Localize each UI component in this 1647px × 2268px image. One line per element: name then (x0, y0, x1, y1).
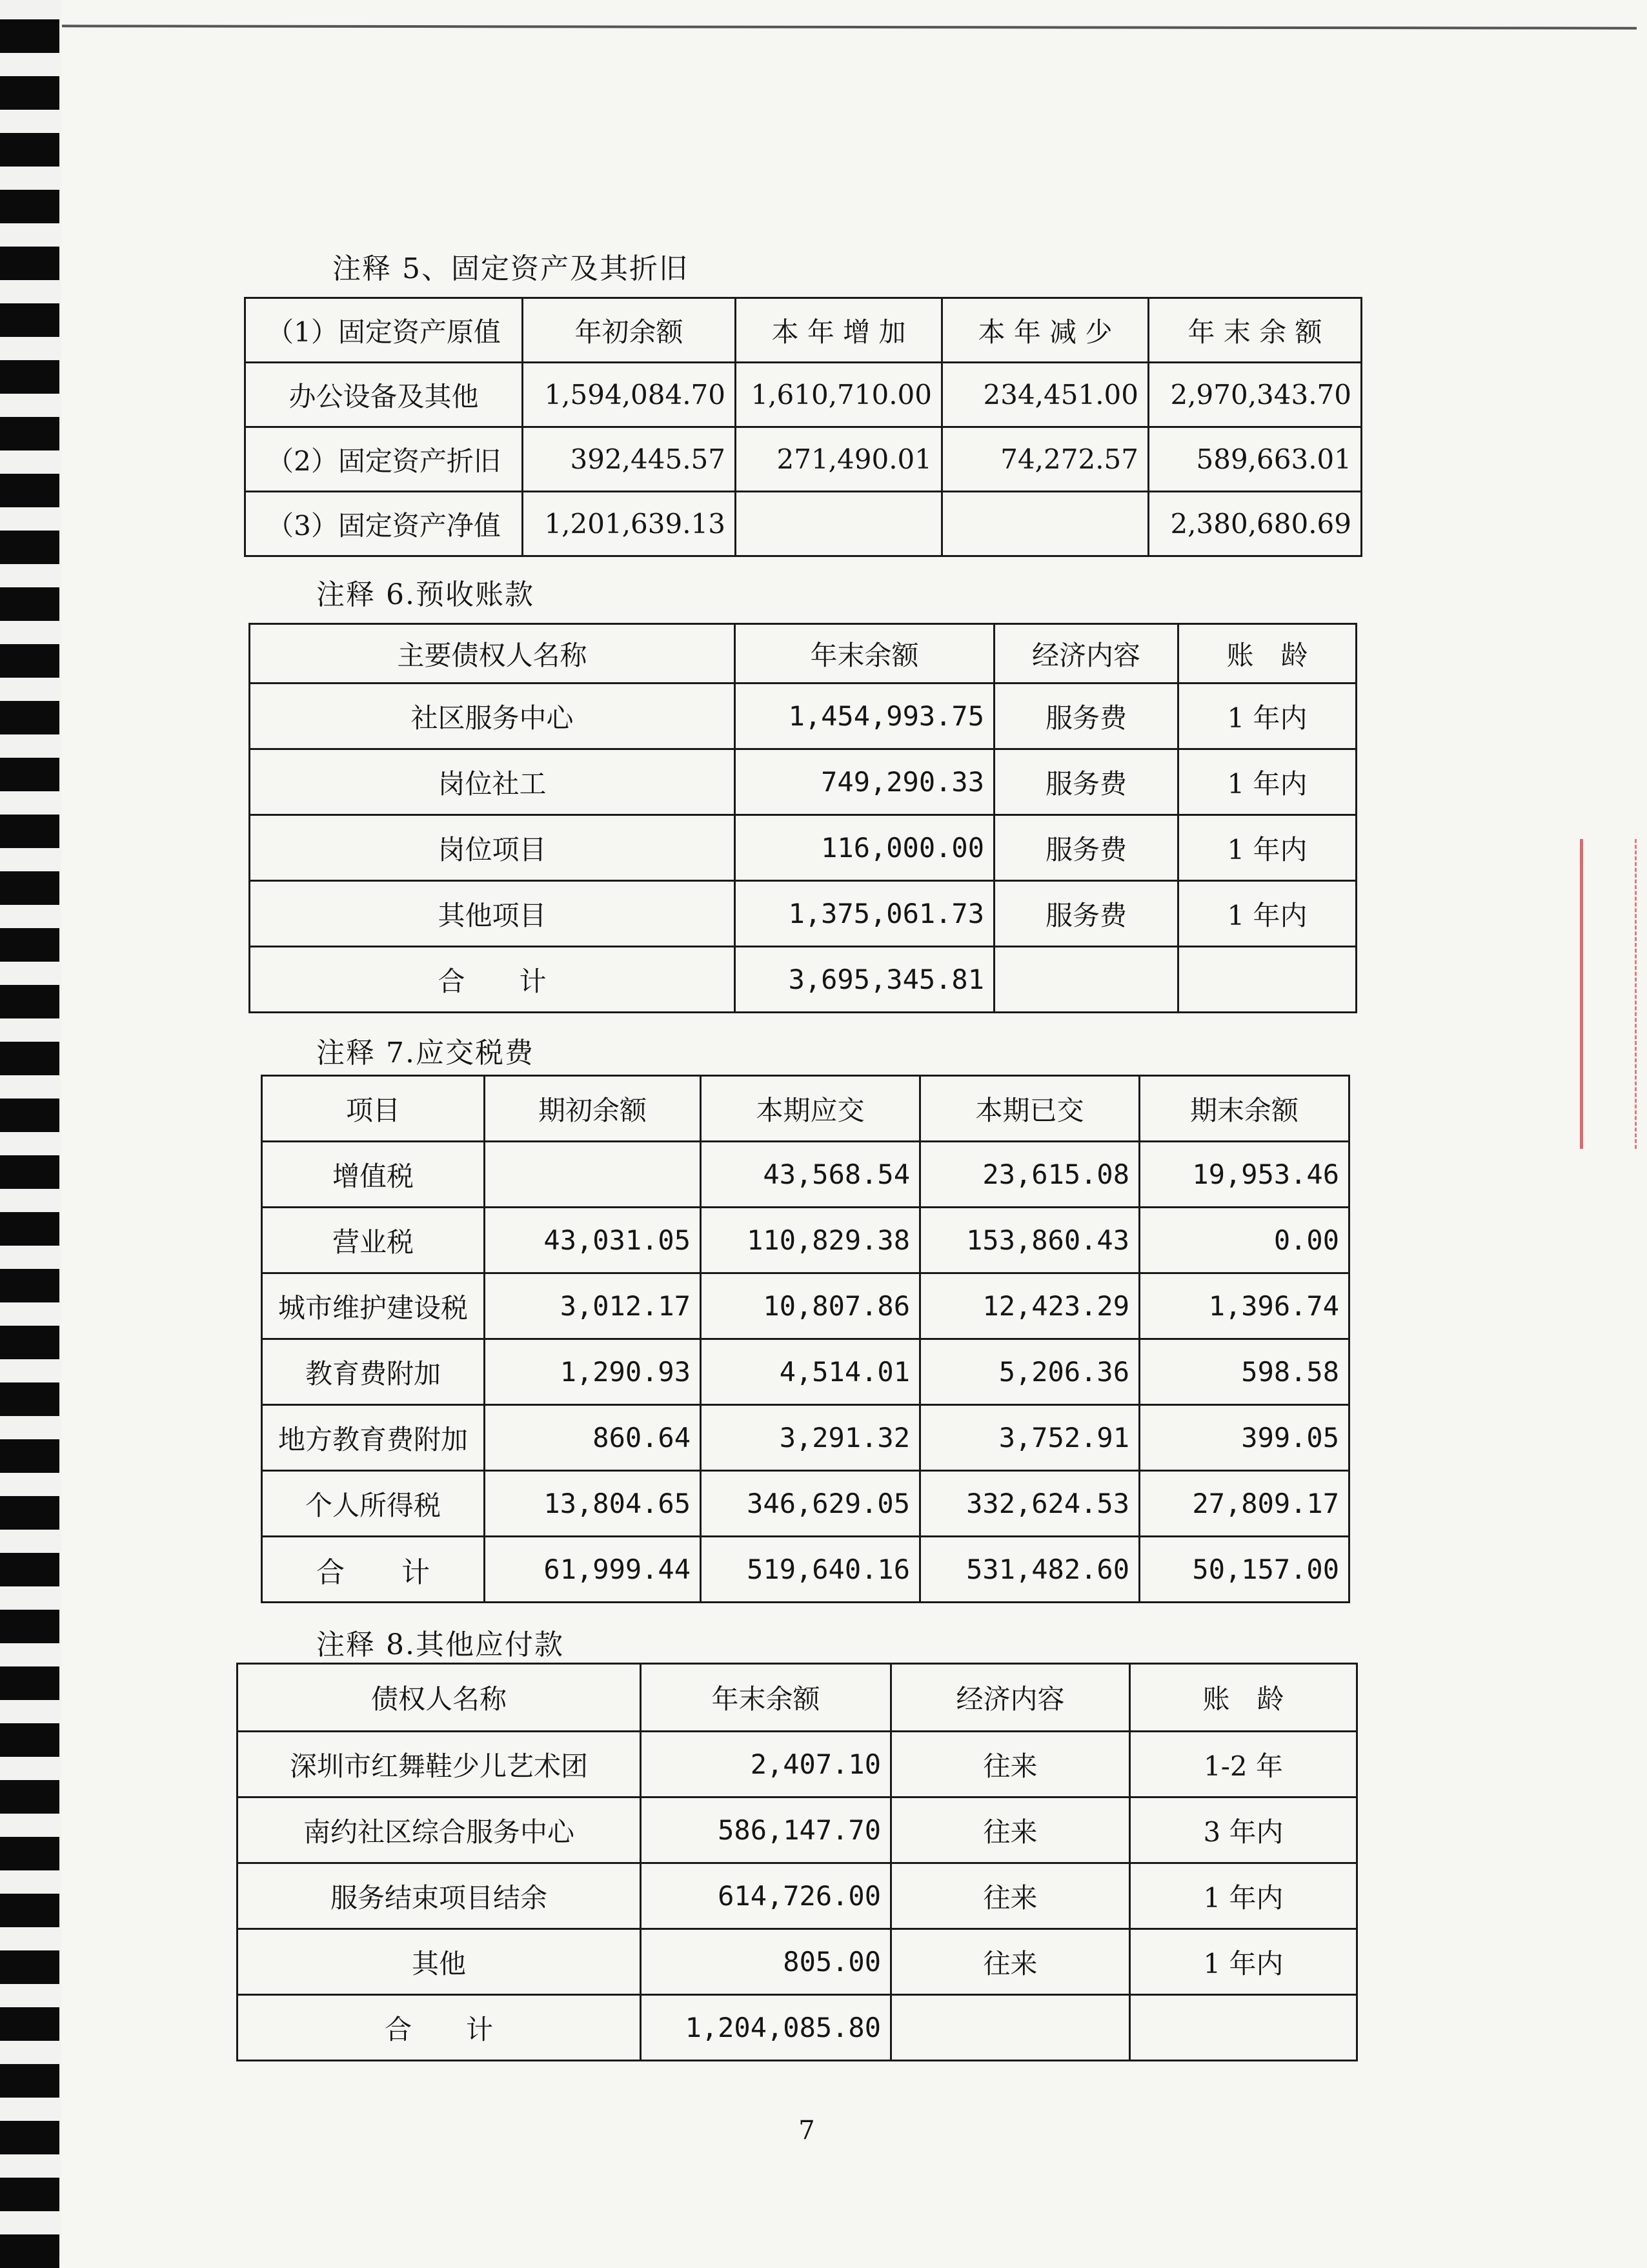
row-label: （3）固定资产净值 (245, 492, 523, 556)
binding-hole (0, 1496, 59, 1530)
cell-value: 43,568.54 (701, 1142, 920, 1208)
binding-hole (0, 1723, 59, 1757)
cell-value: 234,451.00 (942, 363, 1149, 427)
row-label: 深圳市红舞鞋少儿艺术团 (237, 1732, 641, 1797)
header-cell: 经济内容 (995, 624, 1178, 683)
binding-hole (0, 1439, 59, 1473)
row-label: 岗位项目 (250, 815, 735, 881)
row-label: 服务结束项目结余 (237, 1863, 641, 1929)
header-cell: 本 年 减 少 (942, 298, 1149, 363)
header-cell: 主要债权人名称 (250, 624, 735, 683)
cell-value (942, 492, 1149, 556)
cell-value: 4,514.01 (701, 1339, 920, 1405)
table-row (237, 1797, 1357, 1863)
cell-value: 50,157.00 (1140, 1537, 1349, 1603)
binding-hole (0, 1837, 59, 1870)
cell-value: 1,201,639.13 (523, 492, 736, 556)
binding-hole (0, 2178, 59, 2211)
cell-value: 2,407.10 (641, 1732, 891, 1797)
page-top-edge (62, 25, 1637, 29)
cell-value: 1 年内 (1178, 815, 1357, 881)
table-row (250, 881, 1357, 947)
cell-value: 531,482.60 (920, 1537, 1140, 1603)
cell-value: 5,206.36 (920, 1339, 1140, 1405)
cell-value: 346,629.05 (701, 1471, 920, 1537)
binding-hole (0, 2064, 59, 2098)
cell-value: 19,953.46 (1140, 1142, 1349, 1208)
note8-title: 注释 8.其他应付款 (316, 1628, 564, 1661)
binding-hole (0, 2007, 59, 2041)
cell-value: 1,454,993.75 (735, 683, 995, 749)
cell-value: 23,615.08 (920, 1142, 1140, 1208)
cell-value: 74,272.57 (942, 427, 1149, 492)
cell-value (485, 1142, 701, 1208)
header-cell: 账 龄 (1178, 624, 1357, 683)
cell-value: 3,695,345.81 (735, 947, 995, 1013)
row-label: 个人所得税 (262, 1471, 485, 1537)
binding-hole (0, 1269, 59, 1302)
header-cell: 本 年 增 加 (736, 298, 942, 363)
binding-hole (0, 1042, 59, 1075)
cell-value: 153,860.43 (920, 1208, 1140, 1273)
cell-value: 服务费 (995, 815, 1178, 881)
cell-value: 13,804.65 (485, 1471, 701, 1537)
binding-hole (0, 1950, 59, 1984)
advance-receipts-table (248, 623, 1357, 1013)
binding-hole (0, 303, 59, 337)
table-row (262, 1273, 1349, 1339)
binding-hole (0, 417, 59, 451)
cell-value: 2,380,680.69 (1149, 492, 1362, 556)
row-label: 合 计 (250, 947, 735, 1013)
row-label: 其他项目 (250, 881, 735, 947)
cell-value: 614,726.00 (641, 1863, 891, 1929)
binding-hole (0, 1212, 59, 1246)
row-label: （2）固定资产折旧 (245, 427, 523, 492)
cell-value: 43,031.05 (485, 1208, 701, 1273)
cell-value: 3,291.32 (701, 1405, 920, 1471)
cell-value: 519,640.16 (701, 1537, 920, 1603)
table-row (262, 1471, 1349, 1537)
header-cell: （1）固定资产原值 (245, 298, 523, 363)
cell-value: 1,396.74 (1140, 1273, 1349, 1339)
cell-value: 805.00 (641, 1929, 891, 1995)
table-header-row (245, 298, 1362, 363)
table-header-row (237, 1664, 1357, 1732)
cell-value: 1,594,084.70 (523, 363, 736, 427)
header-cell: 账 龄 (1130, 1664, 1357, 1732)
binding-hole (0, 1099, 59, 1132)
binding-hole (0, 2121, 59, 2154)
red-seal-stamp (1580, 839, 1637, 1149)
cell-value: 往来 (891, 1732, 1130, 1797)
binding-hole (0, 587, 59, 621)
table-row (250, 683, 1357, 749)
cell-value: 61,999.44 (485, 1537, 701, 1603)
cell-value: 110,829.38 (701, 1208, 920, 1273)
binding-hole (0, 247, 59, 280)
cell-value: 1 年内 (1130, 1863, 1357, 1929)
cell-value: 399.05 (1140, 1405, 1349, 1471)
binding-hole (0, 1894, 59, 1927)
header-cell: 期初余额 (485, 1076, 701, 1142)
binding-hole (0, 360, 59, 394)
cell-value: 服务费 (995, 749, 1178, 815)
header-cell: 年末余额 (735, 624, 995, 683)
cell-value: 往来 (891, 1929, 1130, 1995)
binding-hole (0, 1155, 59, 1189)
cell-value: 586,147.70 (641, 1797, 891, 1863)
cell-value: 1,375,061.73 (735, 881, 995, 947)
cell-value: 860.64 (485, 1405, 701, 1471)
header-cell: 年 末 余 额 (1149, 298, 1362, 363)
cell-value: 392,445.57 (523, 427, 736, 492)
cell-value: 332,624.53 (920, 1471, 1140, 1537)
cell-value: 服务费 (995, 683, 1178, 749)
binding-hole (0, 871, 59, 905)
header-cell: 期末余额 (1140, 1076, 1349, 1142)
binding-hole (0, 928, 59, 962)
row-label: 南约社区综合服务中心 (237, 1797, 641, 1863)
binding-hole (0, 1610, 59, 1643)
table-header-row (262, 1076, 1349, 1142)
table-row (237, 1929, 1357, 1995)
cell-value: 服务费 (995, 881, 1178, 947)
header-cell: 经济内容 (891, 1664, 1130, 1732)
binding-hole (0, 190, 59, 223)
cell-value (995, 947, 1178, 1013)
cell-value (891, 1995, 1130, 2061)
cell-value: 3,752.91 (920, 1405, 1140, 1471)
cell-value: 271,490.01 (736, 427, 942, 492)
table-row (237, 1732, 1357, 1797)
binding-hole (0, 701, 59, 734)
binding-hole (0, 1553, 59, 1586)
table-row (262, 1142, 1349, 1208)
cell-value: 1 年内 (1178, 749, 1357, 815)
binding-hole (0, 1326, 59, 1359)
table-row (250, 815, 1357, 881)
cell-value (1178, 947, 1357, 1013)
row-label: 办公设备及其他 (245, 363, 523, 427)
binding-hole (0, 758, 59, 791)
header-cell: 年末余额 (641, 1664, 891, 1732)
row-label: 合 计 (262, 1537, 485, 1603)
row-label: 增值税 (262, 1142, 485, 1208)
table-row (237, 1863, 1357, 1929)
binding-hole (0, 531, 59, 564)
row-label: 社区服务中心 (250, 683, 735, 749)
table-row (262, 1208, 1349, 1273)
cell-value: 1,204,085.80 (641, 1995, 891, 2061)
row-label: 地方教育费附加 (262, 1405, 485, 1471)
table-total-row (250, 947, 1357, 1013)
table-total-row (237, 1995, 1357, 2061)
binding-hole (0, 644, 59, 678)
binding-hole (0, 19, 59, 53)
header-cell: 本期已交 (920, 1076, 1140, 1142)
binding-hole (0, 1382, 59, 1416)
table-row (262, 1339, 1349, 1405)
row-label: 合 计 (237, 1995, 641, 2061)
cell-value: 598.58 (1140, 1339, 1349, 1405)
cell-value: 589,663.01 (1149, 427, 1362, 492)
cell-value: 12,423.29 (920, 1273, 1140, 1339)
row-label: 岗位社工 (250, 749, 735, 815)
cell-value: 3 年内 (1130, 1797, 1357, 1863)
binding-hole (0, 76, 59, 110)
binding-hole (0, 474, 59, 507)
cell-value: 3,012.17 (485, 1273, 701, 1339)
table-row (250, 749, 1357, 815)
binding-hole (0, 2234, 59, 2268)
cell-value: 往来 (891, 1797, 1130, 1863)
row-label: 营业税 (262, 1208, 485, 1273)
note5-title: 注释 5、固定资产及其折旧 (332, 252, 689, 285)
cell-value (1130, 1995, 1357, 2061)
taxes-payable-table (261, 1075, 1350, 1603)
binding-hole (0, 815, 59, 848)
table-row (245, 363, 1362, 427)
note6-title: 注释 6.预收账款 (316, 578, 534, 611)
other-payables-table (236, 1663, 1358, 2061)
cell-value (736, 492, 942, 556)
table-row (245, 427, 1362, 492)
note7-title: 注释 7.应交税费 (316, 1037, 534, 1069)
cell-value: 0.00 (1140, 1208, 1349, 1273)
row-label: 其他 (237, 1929, 641, 1995)
cell-value: 1 年内 (1178, 881, 1357, 947)
cell-value: 10,807.86 (701, 1273, 920, 1339)
binding-hole (0, 133, 59, 167)
cell-value: 27,809.17 (1140, 1471, 1349, 1537)
cell-value: 1,290.93 (485, 1339, 701, 1405)
table-header-row (250, 624, 1357, 683)
table-row (262, 1405, 1349, 1471)
header-cell: 债权人名称 (237, 1664, 641, 1732)
header-cell: 项目 (262, 1076, 485, 1142)
binding-hole (0, 985, 59, 1018)
cell-value: 往来 (891, 1863, 1130, 1929)
binding-strip (0, 0, 61, 2256)
header-cell: 本期应交 (701, 1076, 920, 1142)
cell-value: 116,000.00 (735, 815, 995, 881)
cell-value: 1 年内 (1130, 1929, 1357, 1995)
row-label: 教育费附加 (262, 1339, 485, 1405)
cell-value: 749,290.33 (735, 749, 995, 815)
cell-value: 2,970,343.70 (1149, 363, 1362, 427)
binding-hole (0, 1780, 59, 1814)
header-cell: 年初余额 (523, 298, 736, 363)
page-number: 7 (798, 2116, 815, 2145)
cell-value: 1 年内 (1178, 683, 1357, 749)
cell-value: 1-2 年 (1130, 1732, 1357, 1797)
fixed-assets-table (244, 297, 1362, 557)
table-total-row (262, 1537, 1349, 1603)
table-row (245, 492, 1362, 556)
cell-value: 1,610,710.00 (736, 363, 942, 427)
row-label: 城市维护建设税 (262, 1273, 485, 1339)
binding-hole (0, 1666, 59, 1700)
